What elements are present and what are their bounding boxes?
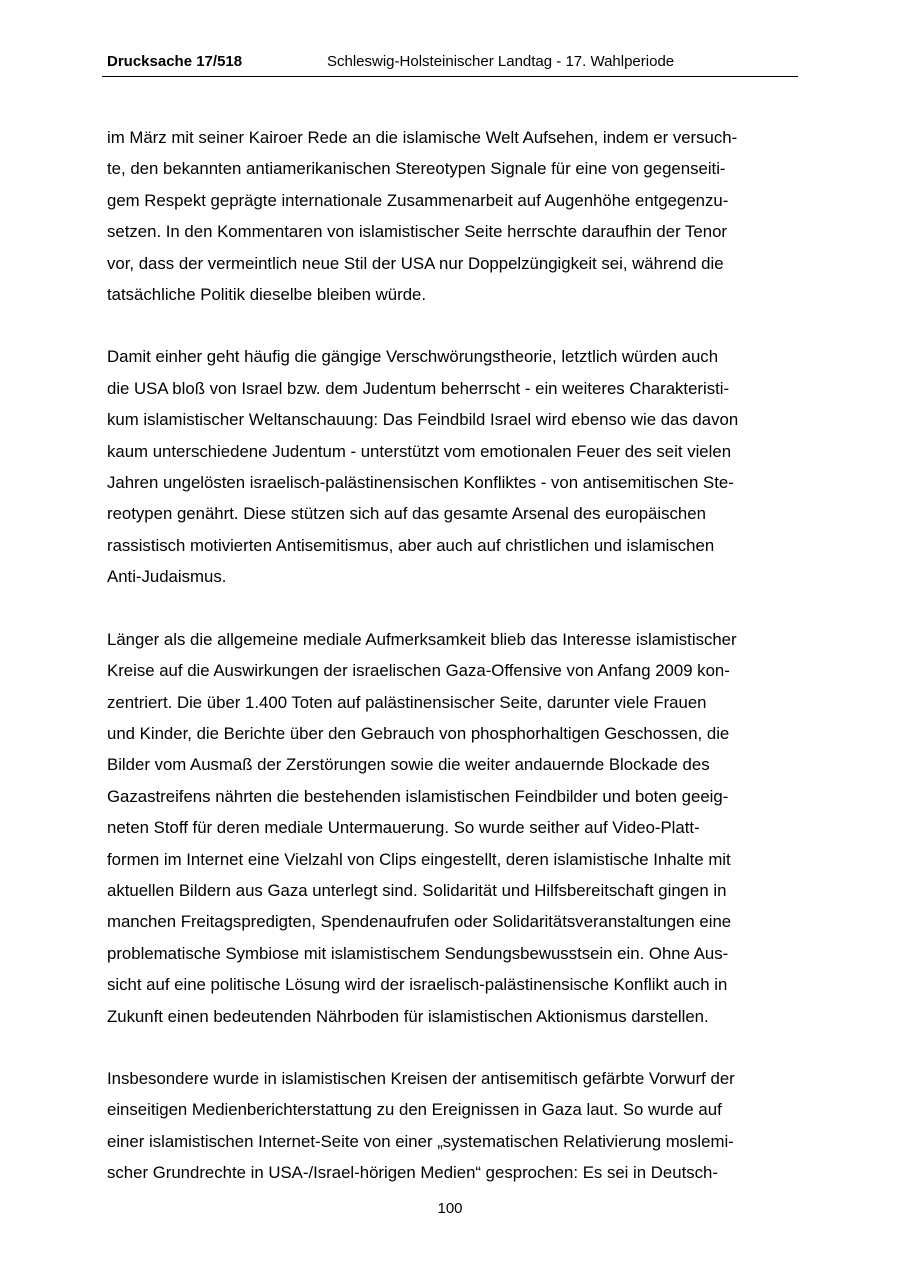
text-line: rassistisch motivierten Antisemitismus, aber auch auf christlichen und islamischen [107, 535, 715, 555]
paragraph-1 [107, 122, 797, 310]
paragraph-3 [107, 624, 797, 1032]
text-line: neten Stoff für deren mediale Untermauerung. So wurde seither auf Video-Platt- [107, 818, 700, 838]
text-line: vor, dass der vermeintlich neue Stil der USA nur Doppelzüngigkeit sei, während die [107, 253, 724, 273]
text-line: problematische Symbiose mit islamistischem Sendungsbewusstsein ein. Ohne Aus- [107, 943, 729, 963]
header-divider [102, 76, 798, 77]
text-line: zentriert. Die über 1.400 Toten auf palästinensischer Seite, darunter viele Frauen [107, 692, 707, 712]
document-number: Drucksache 17/518 [107, 53, 243, 70]
text-line: Damit einher geht häufig die gängige Verschwörungstheorie, letztlich würden auch [107, 347, 719, 367]
text-line: scher Grundrechte in USA-/Israel-hörigen Medien“ gesprochen: Es sei in Deutsch- [107, 1163, 718, 1183]
body-text [107, 122, 797, 1220]
page-number: 100 [437, 1200, 463, 1217]
text-line: tatsächliche Politik dieselbe bleiben würde. [107, 285, 427, 305]
text-line: kaum unterschiedene Judentum - unterstützt vom emotionalen Feuer des seit vielen [107, 441, 732, 461]
text-line: im März mit seiner Kairoer Rede an die islamische Welt Aufsehen, indem er versuch- [107, 128, 738, 147]
text-line: kum islamistischer Weltanschauung: Das Feindbild Israel wird ebenso wie das davon [107, 410, 739, 430]
text-line: einseitigen Medienberichterstattung zu den Ereignissen in Gaza laut. So wurde auf [107, 1100, 722, 1120]
header-title: Schleswig-Holsteinischer Landtag - 17. Wahlperiode [327, 53, 675, 70]
text-line: Anti-Judaismus. [107, 567, 227, 587]
text-line: Kreise auf die Auswirkungen der israelischen Gaza-Offensive von Anfang 2009 kon- [107, 661, 730, 681]
text-line: die USA bloß von Israel bzw. dem Judentum beherrscht - ein weiteres Charakteristi- [107, 378, 730, 398]
text-line: reotypen genährt. Diese stützen sich auf das gesamte Arsenal des europäischen [107, 504, 706, 524]
text-line: manchen Freitagspredigten, Spendenaufrufen oder Solidaritätsveranstaltungen eine [107, 912, 732, 932]
text-line: setzen. In den Kommentaren von islamistischer Seite herrschte daraufhin der Tenor [107, 222, 727, 242]
text-line: Gazastreifens nährten die bestehenden islamistischen Feindbilder und boten geeig- [107, 786, 729, 806]
text-line: Bilder vom Ausmaß der Zerstörungen sowie die weiter andauernde Blockade des [107, 755, 710, 775]
text-line: gem Respekt geprägte internationale Zusammenarbeit auf Augenhöhe entgegenzu- [107, 190, 729, 210]
text-line: einer islamistischen Internet-Seite von einer „systematischen Relativierung moslemi- [107, 1131, 734, 1151]
text-line: Insbesondere wurde in islamistischen Kreisen der antisemitisch gefärbte Vorwurf der [107, 1068, 735, 1088]
text-line: sicht auf eine politische Lösung wird der israelisch-palästinensische Konflikt auch in [107, 975, 728, 995]
text-line: te, den bekannten antiamerikanischen Stereotypen Signale für eine von gegenseiti- [107, 159, 726, 179]
text-line: formen im Internet eine Vielzahl von Clips eingestellt, deren islamistische Inhalte mit [107, 849, 731, 869]
text-line: und Kinder, die Berichte über den Gebrauch von phosphorhaltigen Geschossen, die [107, 723, 730, 743]
text-line: Zukunft einen bedeutenden Nährboden für islamistischen Aktionismus darstellen. [107, 1006, 709, 1026]
paragraph-2 [107, 341, 797, 592]
paragraph-4 [107, 1063, 797, 1189]
text-line: Jahren ungelösten israelisch-palästinensischen Konfliktes - von antisemitischen Ste- [107, 473, 734, 493]
page-header [102, 52, 798, 74]
text-line: aktuellen Bildern aus Gaza unterlegt sind. Solidarität und Hilfsbereitschaft gingen in [107, 880, 727, 900]
text-line: Länger als die allgemeine mediale Aufmerksamkeit blieb das Interesse islamistischer [107, 629, 737, 649]
